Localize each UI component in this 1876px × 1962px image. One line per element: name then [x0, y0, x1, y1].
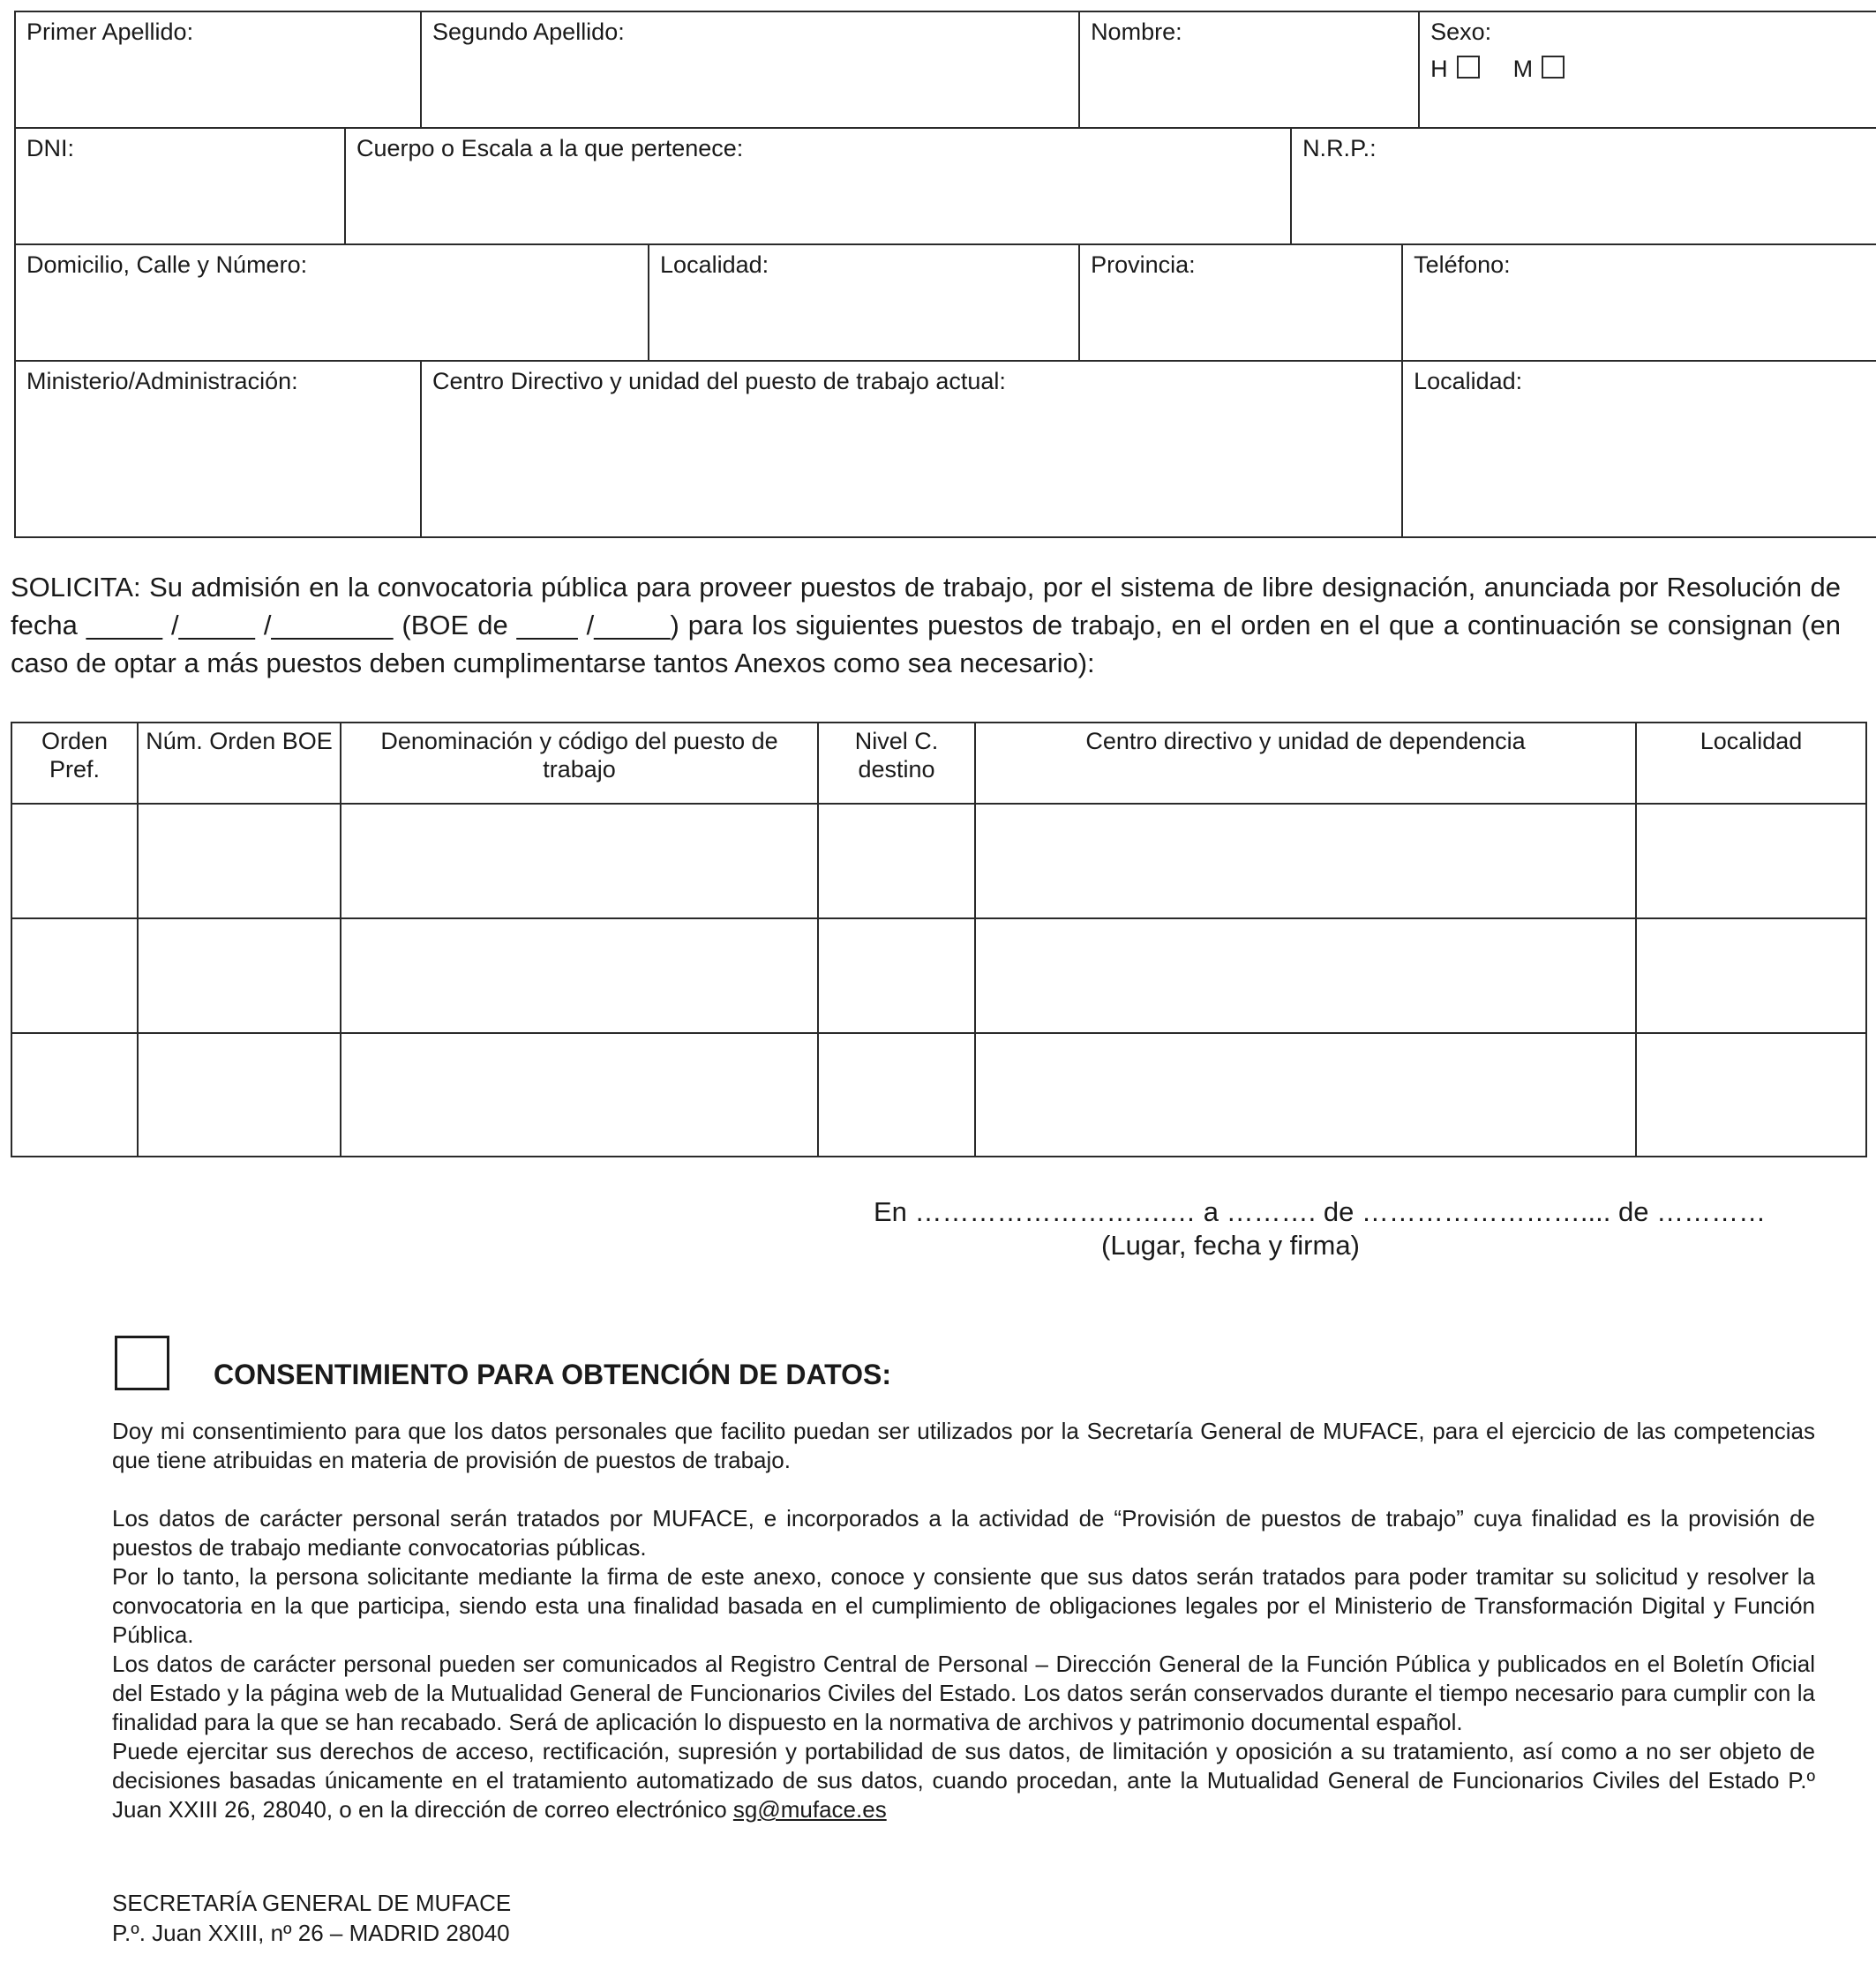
provincia-label: Provincia:	[1091, 251, 1196, 278]
footer-street: P.º. Juan XXIII, nº 26 – MADRID 28040	[112, 1920, 510, 1946]
positions-header-row	[11, 723, 1866, 804]
cell-localidad[interactable]	[1636, 804, 1866, 918]
sexo-field	[1419, 11, 1876, 128]
consent-title: CONSENTIMIENTO PARA OBTENCIÓN DE DATOS:	[214, 1359, 892, 1390]
consent-paragraph-1	[112, 1417, 1815, 1475]
header-localidad: Localidad	[1636, 723, 1866, 804]
provincia-field[interactable]	[1079, 244, 1402, 361]
cuerpo-field[interactable]	[345, 128, 1291, 244]
dni-field[interactable]	[15, 128, 345, 244]
header-denominacion: Denominación y código del puesto de trabajo	[341, 723, 818, 804]
localidad-actual-label: Localidad:	[1414, 368, 1523, 394]
nrp-field[interactable]	[1291, 128, 1876, 244]
cell-denominacion[interactable]	[341, 1033, 818, 1157]
cell-denominacion[interactable]	[341, 918, 818, 1033]
cell-orden-pref[interactable]	[11, 918, 138, 1033]
primer-apellido-field[interactable]	[15, 11, 421, 128]
header-nivel: Nivel C. destino	[818, 723, 975, 804]
sexo-m-label: M	[1512, 56, 1534, 82]
footer-address	[112, 1888, 511, 1948]
cell-num-orden-boe[interactable]	[138, 1033, 341, 1157]
cell-num-orden-boe[interactable]	[138, 918, 341, 1033]
header-num-orden-boe: Núm. Orden BOE	[138, 723, 341, 804]
consent-checkbox[interactable]	[115, 1336, 169, 1390]
telefono-label: Teléfono:	[1414, 251, 1511, 278]
footer-org: SECRETARÍA GENERAL DE MUFACE	[112, 1890, 512, 1916]
cell-num-orden-boe[interactable]	[138, 804, 341, 918]
data-protection-section	[112, 1504, 1815, 1824]
table-row	[11, 1033, 1866, 1157]
cell-centro-directivo[interactable]	[975, 1033, 1636, 1157]
header-centro-directivo: Centro directivo y unidad de dependencia	[975, 723, 1636, 804]
nombre-label: Nombre:	[1091, 19, 1182, 45]
centro-directivo-label: Centro Directivo y unidad del puesto de trabajo actual:	[432, 368, 1006, 394]
centro-directivo-field[interactable]	[421, 361, 1402, 537]
header-orden-pref: Orden Pref.	[11, 723, 138, 804]
place-date-caption: (Lugar, fecha y firma)	[1101, 1230, 1360, 1261]
privacy-paragraph: Por lo tanto, la persona solicitante mediante la firma de este anexo, conoce y consiente que sus datos serán tratados para poder tramitar su solicitud y resolver la convocatoria en la que participa, siendo esta una finalidad basada en el cumplimiento de obligaciones legales por el Ministerio de Transformación Digital y Función Pública.	[112, 1563, 1815, 1648]
localidad-label: Localidad:	[660, 251, 769, 278]
cell-orden-pref[interactable]	[11, 1033, 138, 1157]
privacy-paragraph	[112, 1737, 1815, 1824]
table-row	[11, 804, 1866, 918]
cell-nivel[interactable]	[818, 918, 975, 1033]
table-row	[11, 918, 1866, 1033]
ministerio-field[interactable]	[15, 361, 421, 537]
segundo-apellido-label: Segundo Apellido:	[432, 19, 625, 45]
privacy-paragraph: Los datos de carácter personal pueden ser comunicados al Registro Central de Personal – Dirección General de la Función Pública y publicados en el Boletín Oficial del Estado y la página web de la Mutualidad General de Funcionarios Civiles del Estado. Los datos serán conservados durante el tiempo necesario para cumplir con la finalidad para la que se han recabado. Será de aplicación lo dispuesto en la normativa de archivos y patrimonio documental español.	[112, 1651, 1815, 1735]
cell-nivel[interactable]	[818, 1033, 975, 1157]
personal-data-table	[14, 11, 1876, 538]
domicilio-label: Domicilio, Calle y Número:	[26, 251, 308, 278]
localidad-actual-field[interactable]	[1402, 361, 1876, 537]
cell-denominacion[interactable]	[341, 804, 818, 918]
nrp-label: N.R.P.:	[1302, 135, 1377, 161]
rights-text: Puede ejercitar sus derechos de acceso, rectificación, supresión y portabilidad de sus datos, de limitación y oposición a su tratamiento, así como a no ser objeto de decisiones basadas únicamente en el tratamiento automatizado de sus datos, cuando procedan, ante la Mutualidad General de Funcionarios Civiles del Estado P.º Juan XXIII 26, 28040, o en la dirección de correo electrónico	[112, 1738, 1815, 1823]
primer-apellido-label: Primer Apellido:	[26, 19, 194, 45]
sexo-h-checkbox[interactable]	[1457, 56, 1480, 79]
cell-localidad[interactable]	[1636, 1033, 1866, 1157]
sexo-h-label: H	[1430, 56, 1448, 82]
privacy-paragraph: Los datos de carácter personal serán tratados por MUFACE, e incorporados a la actividad de “Provisión de puestos de trabajo” cuya finalidad es la provisión de puestos de trabajo mediante convocatorias públicas.	[112, 1505, 1815, 1561]
cuerpo-label: Cuerpo o Escala a la que pertenece:	[356, 135, 744, 161]
nombre-field[interactable]	[1079, 11, 1419, 128]
email-link[interactable]: sg@muface.es	[732, 1796, 887, 1823]
segundo-apellido-field[interactable]	[421, 11, 1079, 128]
sexo-m-checkbox[interactable]	[1542, 56, 1565, 79]
consent-text: Doy mi consentimiento para que los datos personales que facilito puedan ser utilizados por la Secretaría General de MUFACE, para el ejercicio de las competencias que tiene atribuidas en materia de provisión de puestos de trabajo.	[112, 1418, 1815, 1473]
domicilio-field[interactable]	[15, 244, 649, 361]
cell-localidad[interactable]	[1636, 918, 1866, 1033]
ministerio-label: Ministerio/Administración:	[26, 368, 298, 394]
cell-centro-directivo[interactable]	[975, 918, 1636, 1033]
positions-table	[11, 722, 1867, 1157]
place-date-line: En ……………………….… a ………. de …………………….... de …………	[874, 1196, 1767, 1227]
localidad-field[interactable]	[649, 244, 1079, 361]
cell-orden-pref[interactable]	[11, 804, 138, 918]
sexo-label: Sexo:	[1430, 19, 1492, 45]
solicita-paragraph: SOLICITA: Su admisión en la convocatoria pública para proveer puestos de trabajo, por el sistema de libre designación, anunciada por Resolución de fecha _____ /_____ /________ (BOE de ____ /_____) para los siguientes puestos de trabajo, en el orden en el que a continuación se consignan (en caso de optar a más puestos deben cumplimentarse tantos Anexos como sea necesario):	[11, 572, 1841, 678]
cell-centro-directivo[interactable]	[975, 804, 1636, 918]
dni-label: DNI:	[26, 135, 74, 161]
telefono-field[interactable]	[1402, 244, 1876, 361]
cell-nivel[interactable]	[818, 804, 975, 918]
